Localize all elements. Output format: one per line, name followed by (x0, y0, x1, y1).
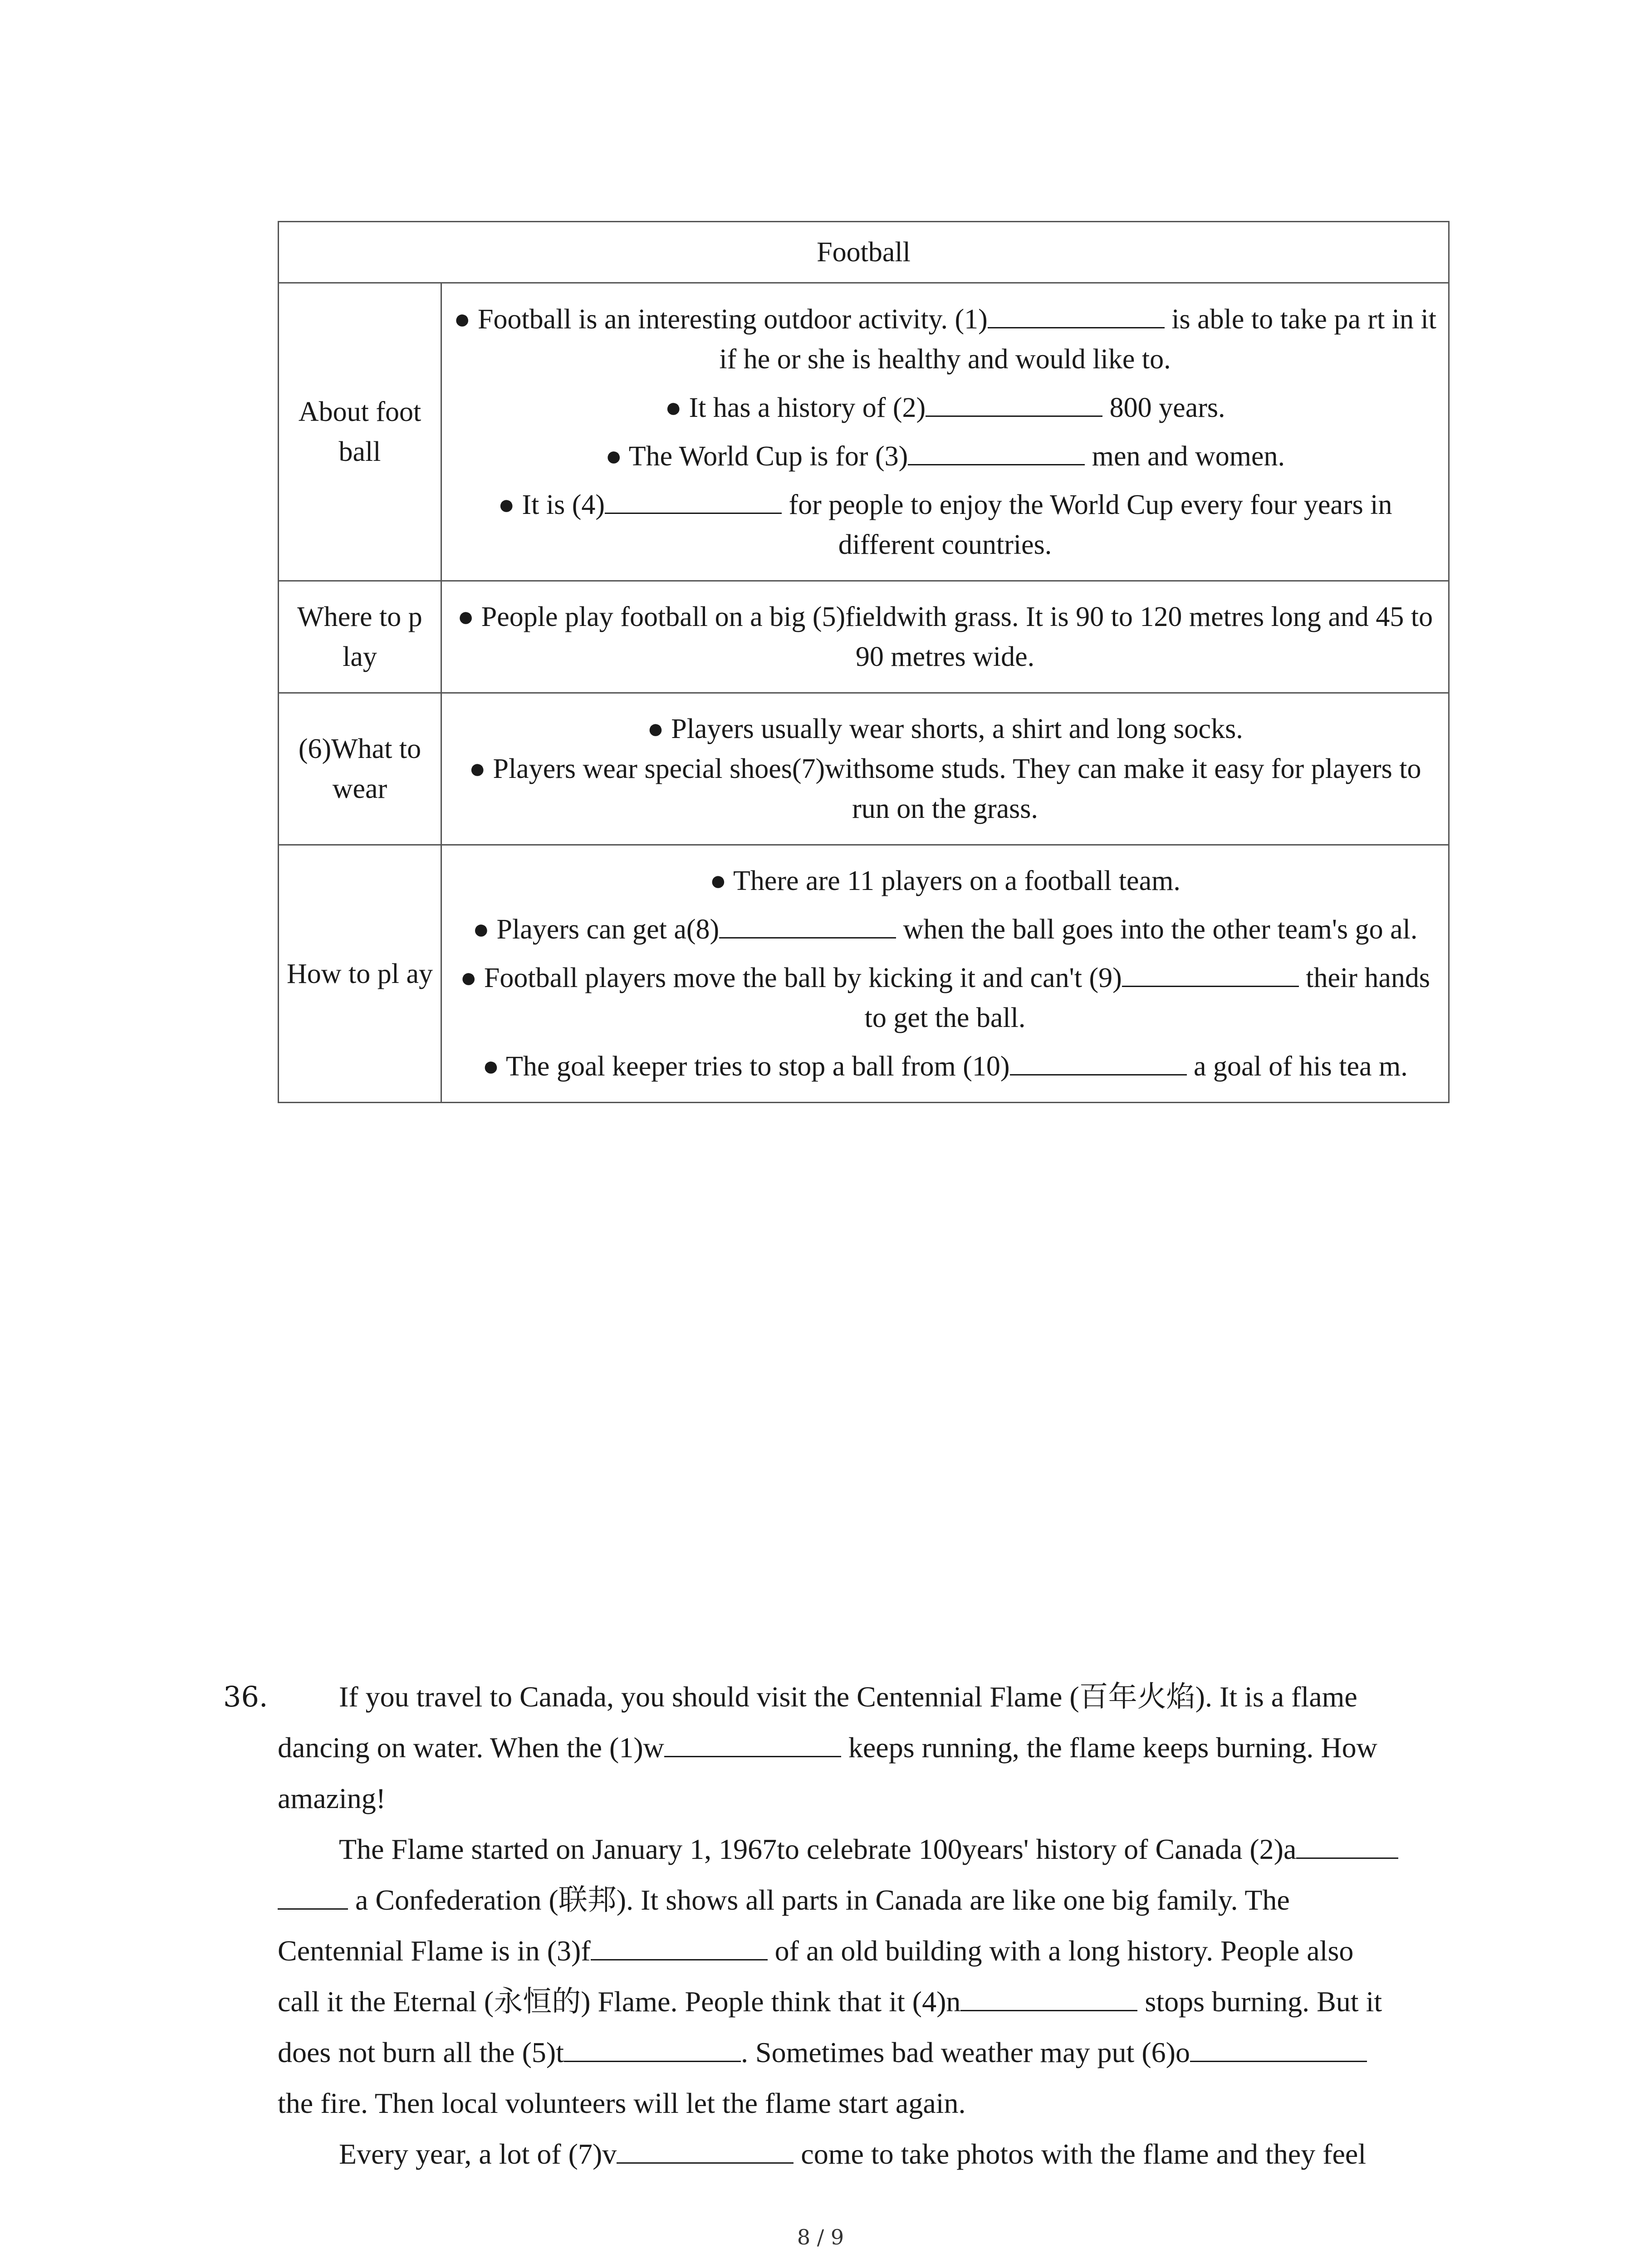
answer-blank-q36-7[interactable] (617, 2135, 794, 2164)
passage-line: Every year, a lot of (7)v come to take photos with the flame and they feel (278, 2129, 1519, 2180)
answer-blank-q36-1[interactable] (664, 1729, 841, 1757)
list-item: ● It is (4) for people to enjoy the World Cup every four years in different countries. (451, 484, 1439, 565)
answer-blank-4[interactable] (605, 484, 782, 514)
list-item: ● The goal keeper tries to stop a ball from (10) a goal of his tea m. (451, 1046, 1439, 1086)
row-label: How to pl ay (279, 845, 441, 1103)
answer-blank-q36-6[interactable] (1190, 2033, 1367, 2062)
row-content (441, 693, 1449, 845)
list-item: ● The World Cup is for (3) men and women. (451, 436, 1439, 476)
table-row (279, 693, 1449, 845)
page-number: 8 / 9 (797, 2225, 844, 2249)
row-content (441, 283, 1449, 581)
passage-line: call it the Eternal (永恒的) Flame. People think that it (4)n stops burning. But it (278, 1976, 1457, 2027)
list-item: ● Players can get a(8) when the ball goes into the other team's go al. (451, 909, 1439, 949)
answer-blank-2[interactable] (926, 387, 1102, 417)
answer-blank-q36-5[interactable] (564, 2033, 741, 2062)
list-item: ● Football is an interesting outdoor activity. (1) is able to take pa rt in it if he or she is healthy and would like to. (451, 299, 1439, 379)
answer-blank-9[interactable] (1122, 958, 1299, 987)
answer-blank-q36-2b[interactable] (278, 1881, 348, 1910)
answer-blank-8[interactable] (719, 909, 896, 938)
question-number: 36. (223, 1680, 268, 1713)
answer-blank-q36-3[interactable] (591, 1932, 768, 1960)
passage-line: dancing on water. When the (1)w keeps running, the flame keeps burning. How (278, 1722, 1457, 1773)
answer-blank-10[interactable] (1010, 1046, 1187, 1075)
row-content: ● People play football on a big (5)fieldwith grass. It is 90 to 120 metres long and 45 to 90 metres wide. (441, 581, 1449, 693)
list-item: ● Players usually wear shorts, a shirt and long socks. (647, 714, 1243, 744)
list-item: ● Football players move the ball by kicking it and can't (9) their hands to get the ball. (451, 958, 1439, 1038)
passage-line: a Confederation (联邦). It shows all parts in Canada are like one big family. The (278, 1875, 1457, 1926)
passage-line: If you travel to Canada, you should visit the Centennial Flame (百年火焰). It is a flame (339, 1681, 1357, 1713)
answer-blank-1[interactable] (988, 299, 1165, 328)
passage-line: the fire. Then local volunteers will let the flame start again. (278, 2087, 966, 2119)
table-row (279, 581, 1449, 693)
row-content (441, 845, 1449, 1103)
list-item: ● It has a history of (2) 800 years. (451, 387, 1439, 428)
passage-line: The Flame started on January 1, 1967to celebrate 100years' history of Canada (2)a (278, 1824, 1519, 1875)
table-row (279, 283, 1449, 581)
row-label: Where to p lay (279, 581, 441, 693)
passage-line: amazing! (278, 1782, 386, 1814)
football-table (278, 221, 1450, 1103)
passage-line: does not burn all the (5)t . Sometimes bad weather may put (6)o (278, 2027, 1457, 2078)
row-label: (6)What to wear (279, 693, 441, 845)
passage-line: Centennial Flame is in (3)f of an old building with a long history. People also (278, 1926, 1457, 1976)
answer-blank-q36-4[interactable] (960, 1983, 1137, 2011)
list-item: ● There are 11 players on a football team. (710, 865, 1181, 896)
table-row (279, 845, 1449, 1103)
list-item: ● Players wear special shoes(7)withsome studs. They can make it easy for players to run on the grass. (469, 753, 1421, 824)
answer-blank-q36-2a[interactable] (1296, 1830, 1398, 1859)
answer-blank-3[interactable] (908, 436, 1085, 465)
row-label: About foot ball (279, 283, 441, 581)
table-title: Football (279, 222, 1449, 283)
